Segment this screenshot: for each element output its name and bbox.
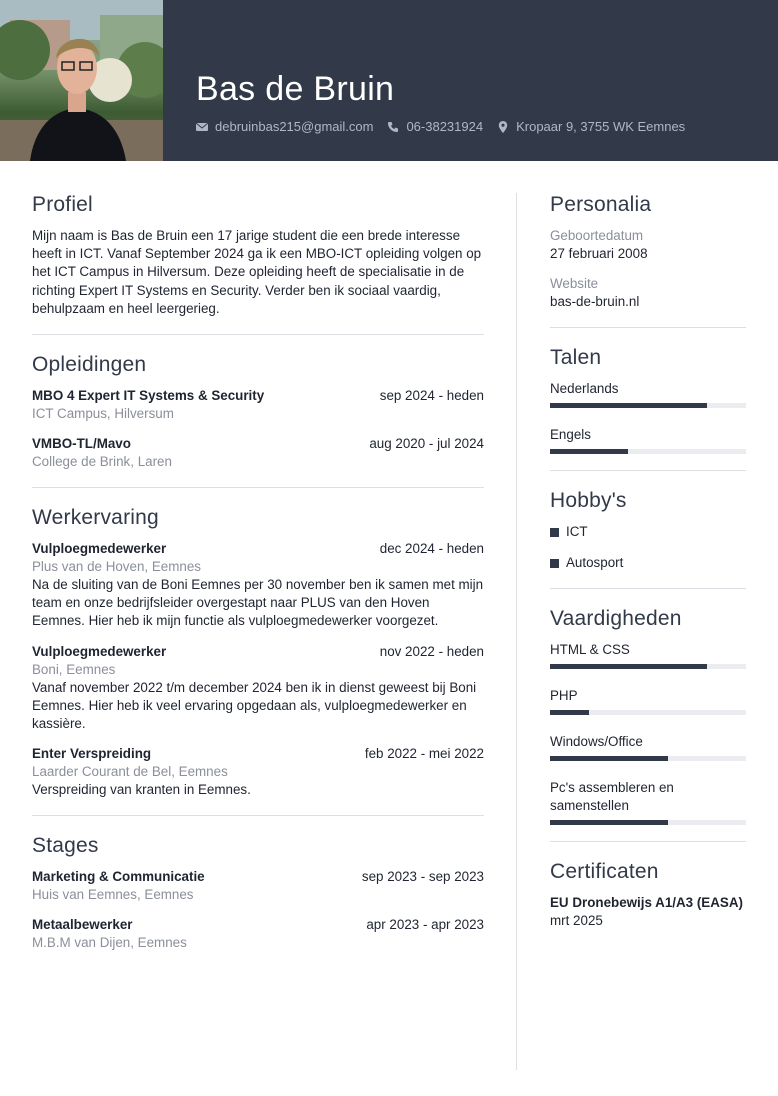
entry-title: Marketing & Communicatie (32, 869, 205, 885)
skill-item (550, 641, 746, 669)
birthdate-value: 27 februari 2008 (550, 246, 648, 261)
section-title: Personalia (550, 193, 652, 216)
skill-name: PHP (550, 688, 578, 703)
section-profiel (32, 193, 484, 335)
certificate-title: EU Dronebewijs A1/A3 (EASA) (550, 895, 743, 910)
language-name: Nederlands (550, 381, 619, 396)
entry-date: nov 2022 - heden (379, 643, 484, 659)
address-text: Kropaar 9, 3755 WK Eemnes (516, 119, 686, 134)
entry-title: Vulploegmedewerker (32, 541, 167, 557)
hobby-label: ICT (566, 524, 588, 539)
entry-title: Vulploegmedewerker (32, 643, 167, 659)
section-title: Certificaten (550, 860, 659, 883)
section-talen (550, 346, 746, 471)
email-text: debruinbas215@gmail.com (215, 119, 374, 134)
section-hobbys (550, 489, 746, 589)
entry-description: Verspreiding van kranten in Eemnes. (32, 782, 251, 798)
skill-level-bar (550, 710, 746, 715)
work-entry (32, 540, 484, 631)
language-name: Engels (550, 427, 591, 442)
column-divider (516, 193, 517, 1070)
skill-level-bar (550, 820, 746, 825)
hobby-label: Autosport (566, 555, 624, 570)
section-stages (32, 834, 484, 968)
profile-photo (0, 0, 163, 161)
phone-text: 06-38231924 (406, 119, 484, 134)
entry-employer: Laarder Courant de Bel, Eemnes (32, 764, 228, 780)
location-pin-icon (497, 121, 509, 133)
skill-item (550, 733, 746, 761)
entry-date: apr 2023 - apr 2023 (366, 917, 484, 933)
section-title: Profiel (32, 193, 93, 216)
envelope-icon (196, 121, 208, 133)
entry-institution: ICT Campus, Hilversum (32, 406, 174, 422)
section-werkervaring (32, 506, 484, 816)
entry-institution: College de Brink, Laren (32, 454, 172, 470)
section-vaardigheden (550, 607, 746, 842)
section-personalia (550, 193, 746, 328)
phone-icon (387, 121, 399, 133)
hobby-item (550, 523, 746, 541)
skill-name: HTML & CSS (550, 642, 630, 657)
entry-title: Metaalbewerker (32, 917, 133, 933)
person-name: Bas de Bruin (196, 70, 395, 108)
square-bullet-icon (550, 528, 559, 537)
website-label: Website (550, 276, 599, 291)
skill-item (550, 687, 746, 715)
entry-title: Enter Verspreiding (32, 746, 152, 762)
level-fill (550, 820, 668, 825)
level-fill (550, 403, 707, 408)
main-column (32, 193, 484, 986)
work-entry (32, 643, 484, 734)
entry-description: Na de sluiting van de Boni Eemnes per 30 november ben ik samen met mijn team en onze bedrijfsleider overgestapt naar PLUS van den Hoven Eemnes. Hier heb ik mijn functie als vulploegmedewerker voorgezet. (32, 577, 484, 629)
entry-date: sep 2023 - sep 2023 (361, 869, 484, 885)
work-entry (32, 745, 484, 799)
education-entry (32, 387, 484, 423)
section-title: Talen (550, 346, 602, 369)
entry-date: aug 2020 - jul 2024 (369, 436, 484, 452)
skill-item (550, 779, 746, 825)
section-certificaten (550, 860, 746, 946)
entry-employer: Boni, Eemnes (32, 661, 116, 677)
entry-description: Vanaf november 2022 t/m december 2024 ben ik in dienst geweest bij Boni Eemnes. Hier heb ik veel ervaring opgedaan als, vulploegmedewerker en kassière. (32, 679, 477, 732)
contact-info (196, 119, 699, 134)
entry-organization: Huis van Eemnes, Eemnes (32, 887, 194, 903)
language-level-bar (550, 449, 746, 454)
sidebar-column (550, 193, 746, 964)
internship-entry (32, 868, 484, 904)
skill-level-bar (550, 664, 746, 669)
section-title: Werkervaring (32, 506, 159, 530)
section-title: Hobby's (550, 489, 627, 512)
certificate-date: mrt 2025 (550, 913, 603, 928)
entry-title: MBO 4 Expert IT Systems & Security (32, 388, 265, 404)
header (0, 0, 778, 161)
language-item (550, 380, 746, 408)
skill-level-bar (550, 756, 746, 761)
internship-entry (32, 916, 484, 952)
birthdate-label: Geboortedatum (550, 228, 644, 243)
language-level-bar (550, 403, 746, 408)
entry-employer: Plus van de Hoven, Eemnes (32, 559, 201, 575)
profile-text: Mijn naam is Bas de Bruin een 17 jarige student die een brede interesse heeft in ICT. Vanaf September 2024 ga ik een MBO-ICT opleiding volgen op het ICT Campus in Hilversum. Deze opleiding heeft de specialisatie in de richting Expert IT Systems en Security. Verder ben ik sociaal vaardig, behulpzaam en heel leergerieg. (32, 228, 482, 316)
skill-name: Windows/Office (550, 734, 643, 749)
level-fill (550, 756, 668, 761)
section-title: Opleidingen (32, 353, 147, 377)
website-link[interactable]: bas-de-bruin.nl (550, 294, 640, 309)
language-item (550, 426, 746, 454)
level-fill (550, 710, 589, 715)
section-opleidingen (32, 353, 484, 488)
square-bullet-icon (550, 559, 559, 568)
education-entry (32, 435, 484, 471)
level-fill (550, 664, 707, 669)
section-title: Stages (32, 834, 99, 858)
level-fill (550, 449, 628, 454)
section-title: Vaardigheden (550, 607, 682, 630)
hobby-item (550, 554, 746, 572)
entry-date: sep 2024 - heden (379, 388, 484, 404)
profile-photo-illustration (0, 0, 163, 161)
entry-date: feb 2022 - mei 2022 (364, 746, 484, 762)
entry-organization: M.B.M van Dijen, Eemnes (32, 935, 187, 951)
contact-address (497, 119, 685, 134)
contact-phone (387, 119, 483, 134)
entry-title: VMBO-TL/Mavo (32, 436, 131, 452)
contact-email (196, 119, 373, 134)
skill-name: Pc's assembleren en samenstellen (550, 780, 674, 813)
entry-date: dec 2024 - heden (379, 541, 484, 557)
